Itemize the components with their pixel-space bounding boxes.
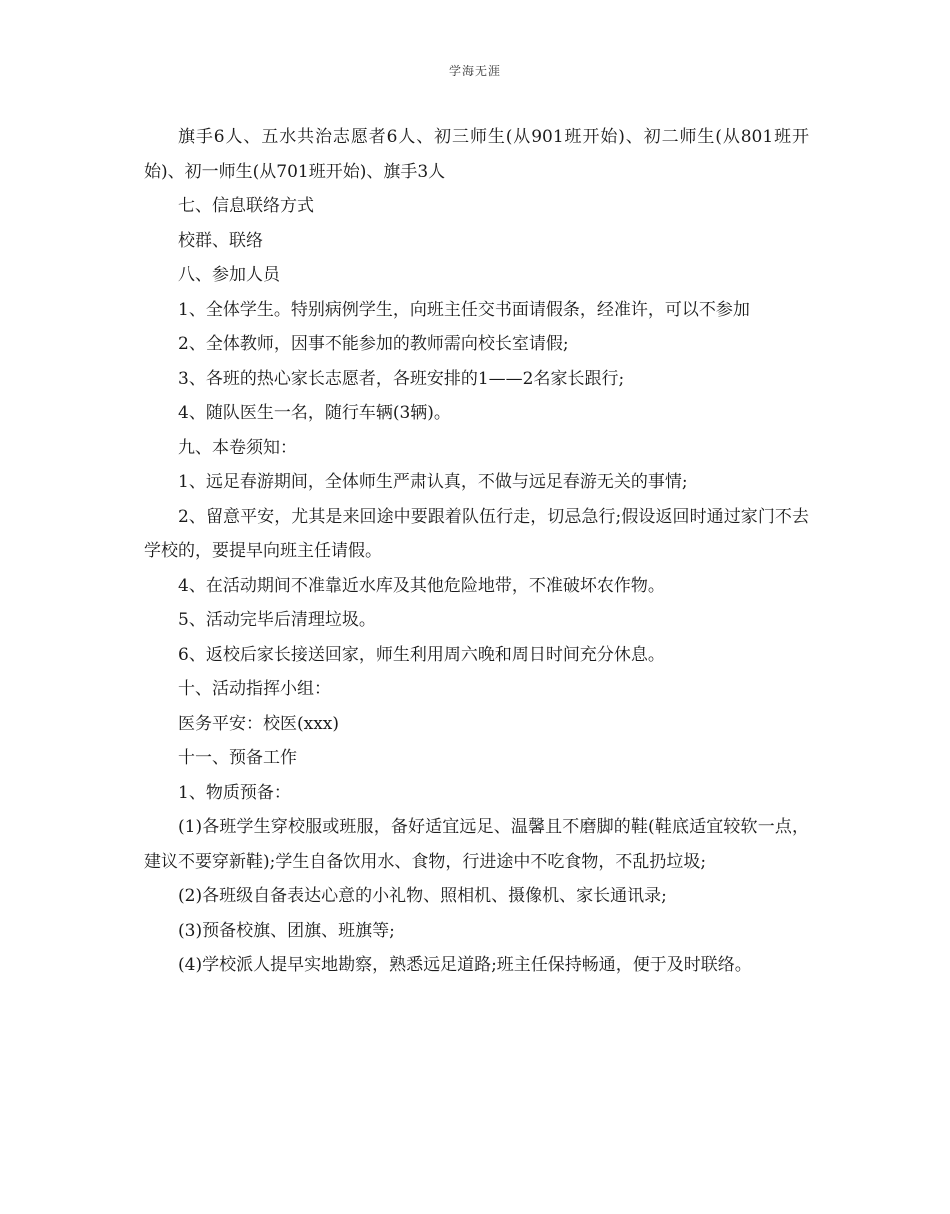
- prep-item-4: (4)学校派人提早实地勘察，熟悉远足道路;班主任保持畅通，便于及时联络。: [178, 955, 752, 975]
- prep-item-2: (2)各班级自备表达心意的小礼物、照相机、摄像机、家长通讯录;: [178, 886, 667, 906]
- paragraph-parents: 3、各班的热心家长志愿者，各班安排的1——2名家长跟行;: [178, 368, 625, 389]
- notice-item-6: 6、返校后家长接送回家，师生利用周六晚和周日时间充分休息。: [178, 644, 665, 665]
- paragraph-medical: 医务平安：校医(xxx): [178, 713, 340, 734]
- heading-material-prep: 1、物质预备：: [178, 782, 291, 803]
- prep-item-1: (1)各班学生穿校服或班服，备好适宜远足、温馨且不磨脚的鞋(鞋底适宜较软一点，建议不要穿新鞋);学生自备饮用水、食物，行进途中不吃食物，不乱扔垃圾;: [144, 817, 809, 872]
- paragraph-doctor: 4、随队医生一名，随行车辆(3辆)。: [178, 403, 451, 423]
- paragraph-teachers: 2、全体教师，因事不能参加的教师需向校长室请假;: [178, 334, 569, 354]
- heading-command-group: 十、活动指挥小组：: [178, 679, 331, 699]
- notice-item-5: 5、活动完毕后清理垃圾。: [178, 610, 376, 630]
- paragraph-students: 1、全体学生。特别病例学生，向班主任交书面请假条，经准许，可以不参加: [178, 299, 750, 320]
- document-body: [144, 120, 809, 983]
- prep-item-3: (3)预备校旗、团旗、班旗等;: [178, 920, 395, 941]
- notice-item-4: 4、在活动期间不准靠近水库及其他危险地带，不准破坏农作物。: [178, 575, 665, 596]
- notice-item-1: 1、远足春游期间，全体师生严肃认真，不做与远足春游无关的事情;: [178, 472, 688, 492]
- heading-contact-method: 七、信息联络方式: [178, 196, 314, 216]
- paragraph-contact: 校群、联络: [178, 230, 263, 251]
- page-header: 学海无涯: [448, 64, 501, 78]
- notice-item-2: 2、留意平安，尤其是来回途中要跟着队伍行走，切忌急行;假设返回时通过家门不去学校的，要提早向班主任请假。: [144, 506, 809, 561]
- paragraph-participants-order: 旗手6人、五水共治志愿者6人、初三师生(从901班开始)、初二师生(从801班开始)、初一师生(从701班开始)、旗手3人: [144, 127, 809, 182]
- heading-preparation: 十一、预备工作: [178, 748, 297, 768]
- heading-participants: 八、参加人员: [178, 265, 280, 285]
- heading-notice: 九、本卷须知：: [178, 437, 297, 458]
